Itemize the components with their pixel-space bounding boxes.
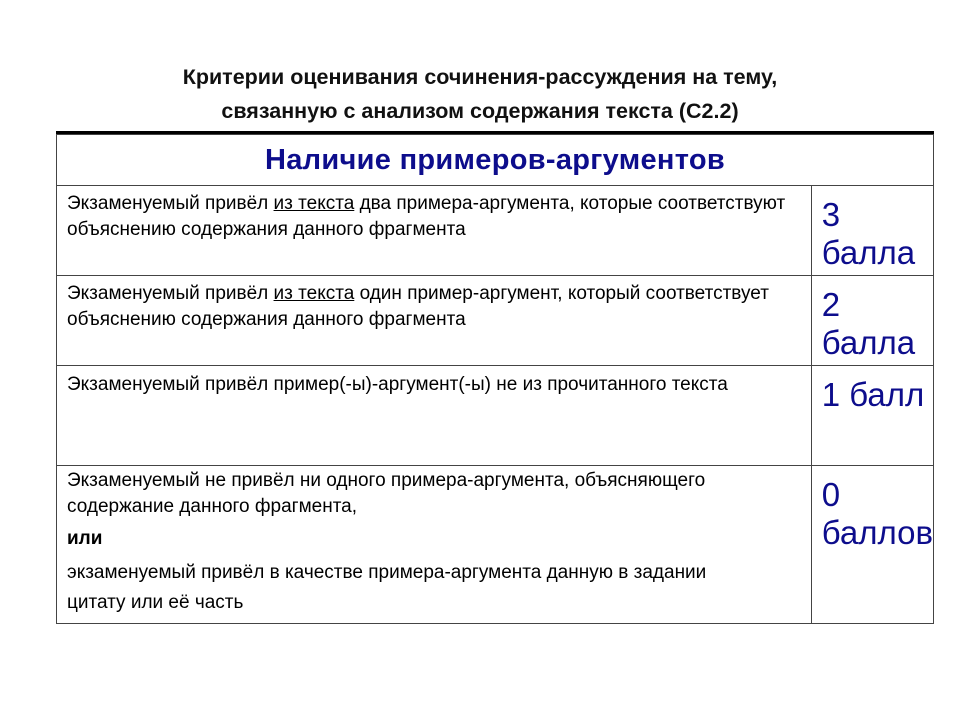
criterion-score: 2 балла <box>811 276 933 366</box>
table-header: Наличие примеров-аргументов <box>57 135 934 186</box>
criterion-score: 1 балл <box>811 366 933 466</box>
criterion-description <box>57 186 812 276</box>
table-row <box>57 276 934 366</box>
criterion-text-part: Экзаменуемый привёл <box>67 193 274 214</box>
table-row <box>57 466 934 624</box>
criterion-description <box>57 466 812 624</box>
criterion-text-part: Экзаменуемый не привёл ни одного примера-аргумента, объясняющего содержание данного фрагмента, <box>67 470 706 517</box>
title-line-2: связанную с анализом содержания текста (С2.2) <box>221 99 739 123</box>
criterion-connector: или <box>67 528 103 549</box>
table-header-row <box>57 135 934 186</box>
criterion-description <box>57 366 812 466</box>
criterion-text-part: два примера-аргумента, которые соответствуют объяснению содержания данного фрагмента <box>67 193 786 240</box>
table-row <box>57 186 934 276</box>
criterion-text-part: экзаменуемый привёл в качестве примера-аргумента данную в задании цитату или её часть <box>67 562 707 613</box>
title-line-1: Критерии оценивания сочинения-рассуждения на тему, <box>182 65 778 89</box>
table-row <box>57 366 934 466</box>
criterion-description <box>57 276 812 366</box>
criterion-text-part: Экзаменуемый привёл <box>67 283 274 304</box>
criterion-underlined-text: из текста <box>273 193 355 214</box>
criteria-table <box>56 134 934 624</box>
criterion-score: 0 баллов <box>811 466 933 624</box>
page-title <box>0 60 960 128</box>
criterion-text-part: Экзаменуемый привёл пример(-ы)-аргумент(-ы) не из прочитанного текста <box>67 374 728 395</box>
criterion-text-part: один пример-аргумент, который соответствует объяснению содержания данного фрагмента <box>67 283 769 330</box>
criterion-underlined-text: из текста <box>273 283 355 304</box>
criterion-score: 3 балла <box>811 186 933 276</box>
